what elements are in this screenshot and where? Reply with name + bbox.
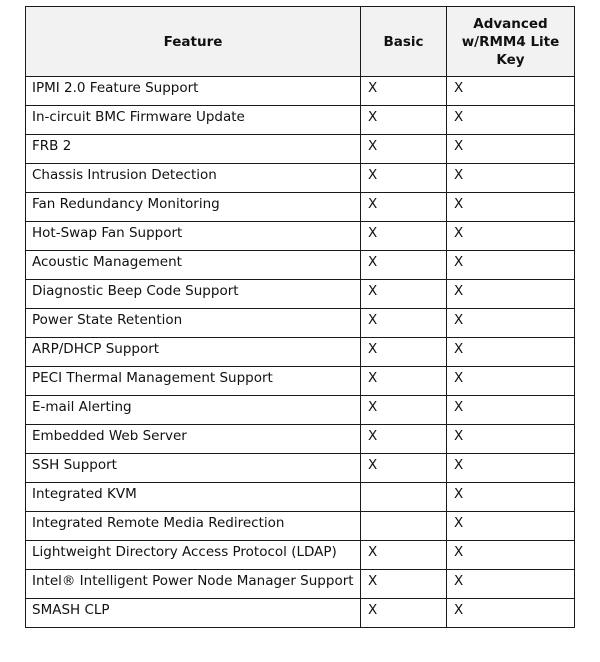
basic-mark: X <box>361 309 447 338</box>
advanced-header-line-2: w/RMM4 Lite <box>461 33 560 50</box>
table-body <box>26 77 575 628</box>
advanced-mark: X <box>447 135 575 164</box>
advanced-mark: X <box>447 309 575 338</box>
feature-cell: FRB 2 <box>26 135 361 164</box>
feature-cell: Integrated Remote Media Redirection <box>26 512 361 541</box>
basic-mark: X <box>361 570 447 599</box>
advanced-mark: X <box>447 77 575 106</box>
feature-cell: SMASH CLP <box>26 599 361 628</box>
basic-mark: X <box>361 425 447 454</box>
feature-cell: Integrated KVM <box>26 483 361 512</box>
basic-mark <box>361 512 447 541</box>
basic-mark: X <box>361 367 447 396</box>
advanced-mark: X <box>447 454 575 483</box>
feature-cell: Diagnostic Beep Code Support <box>26 280 361 309</box>
table-row <box>26 164 575 193</box>
advanced-header-line-3: Key <box>496 51 525 68</box>
basic-mark: X <box>361 396 447 425</box>
table-row <box>26 454 575 483</box>
feature-cell: Fan Redundancy Monitoring <box>26 193 361 222</box>
basic-mark: X <box>361 164 447 193</box>
basic-mark: X <box>361 135 447 164</box>
advanced-mark: X <box>447 222 575 251</box>
advanced-mark: X <box>447 541 575 570</box>
basic-mark: X <box>361 193 447 222</box>
basic-mark <box>361 483 447 512</box>
table-row <box>26 193 575 222</box>
advanced-mark: X <box>447 425 575 454</box>
table-row <box>26 77 575 106</box>
basic-mark: X <box>361 222 447 251</box>
basic-column-header: Basic <box>361 7 447 77</box>
table-row <box>26 367 575 396</box>
feature-cell: Chassis Intrusion Detection <box>26 164 361 193</box>
table-row <box>26 135 575 164</box>
header-row <box>26 7 575 77</box>
basic-mark: X <box>361 454 447 483</box>
basic-mark: X <box>361 251 447 280</box>
basic-mark: X <box>361 280 447 309</box>
advanced-mark: X <box>447 396 575 425</box>
table-row <box>26 251 575 280</box>
table-row <box>26 570 575 599</box>
feature-cell: PECI Thermal Management Support <box>26 367 361 396</box>
advanced-header-line-1: Advanced <box>473 15 548 32</box>
feature-cell: Embedded Web Server <box>26 425 361 454</box>
advanced-mark: X <box>447 599 575 628</box>
feature-cell: E-mail Alerting <box>26 396 361 425</box>
basic-mark: X <box>361 541 447 570</box>
advanced-mark: X <box>447 106 575 135</box>
table-header <box>26 7 575 77</box>
feature-cell: IPMI 2.0 Feature Support <box>26 77 361 106</box>
basic-mark: X <box>361 599 447 628</box>
table-row <box>26 280 575 309</box>
feature-cell: Lightweight Directory Access Protocol (LDAP) <box>26 541 361 570</box>
advanced-mark: X <box>447 367 575 396</box>
advanced-mark: X <box>447 483 575 512</box>
feature-cell: SSH Support <box>26 454 361 483</box>
table-row <box>26 483 575 512</box>
feature-cell: ARP/DHCP Support <box>26 338 361 367</box>
feature-cell: Hot-Swap Fan Support <box>26 222 361 251</box>
table-row <box>26 309 575 338</box>
basic-mark: X <box>361 77 447 106</box>
advanced-mark: X <box>447 512 575 541</box>
feature-column-header: Feature <box>26 7 361 77</box>
advanced-mark: X <box>447 164 575 193</box>
table-row <box>26 541 575 570</box>
basic-mark: X <box>361 106 447 135</box>
advanced-mark: X <box>447 338 575 367</box>
feature-comparison-table <box>25 6 575 628</box>
feature-cell: Power State Retention <box>26 309 361 338</box>
advanced-column-header <box>447 7 575 77</box>
table-row <box>26 599 575 628</box>
feature-cell: Acoustic Management <box>26 251 361 280</box>
advanced-mark: X <box>447 193 575 222</box>
advanced-mark: X <box>447 280 575 309</box>
table-row <box>26 106 575 135</box>
table-row <box>26 222 575 251</box>
table-row <box>26 512 575 541</box>
advanced-mark: X <box>447 251 575 280</box>
advanced-mark: X <box>447 570 575 599</box>
table-row <box>26 425 575 454</box>
table-row <box>26 338 575 367</box>
feature-cell: Intel® Intelligent Power Node Manager Support <box>26 570 361 599</box>
basic-mark: X <box>361 338 447 367</box>
table-row <box>26 396 575 425</box>
feature-cell: In-circuit BMC Firmware Update <box>26 106 361 135</box>
